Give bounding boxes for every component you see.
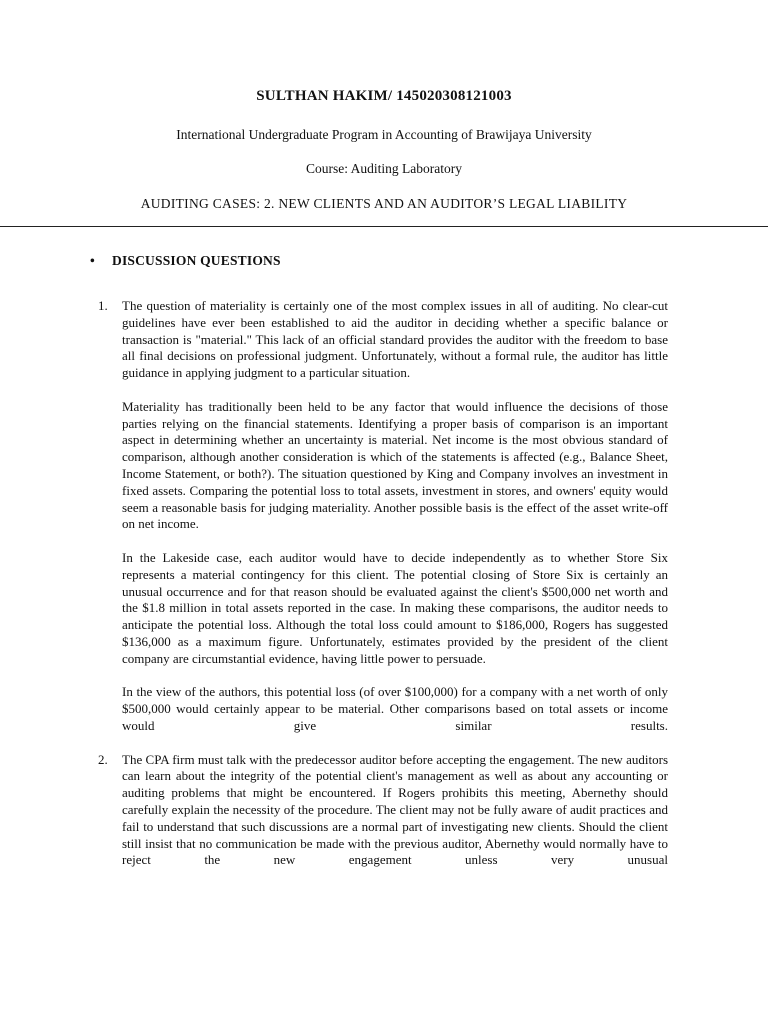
section-heading — [90, 253, 281, 269]
question-number: 2. — [98, 751, 108, 767]
course-name: Course: Auditing Laboratory — [306, 161, 462, 176]
author-title: SULTHAN HAKIM/ 145020308121003 — [256, 88, 512, 104]
question-paragraph: In the Lakeside case, each auditor would have to decide independently as to whether Store Six represents a material contingency for this client. The potential closing of Store Six is certainly an unusual occurrence and for that reason should be evaluated against the client's $500,000 net worth and the $1.8 million in total assets reported in the case. In making these comparisons, the auditor needs to anticipate the potential loss. Although the total loss could amount to $186,000, Rogers has suggested $136,000 as a maximum figure. Unfortunately, estimates provided by the president of the client company are circumstantial evidence, having little power to persuade. — [122, 549, 668, 666]
question-item — [98, 752, 668, 870]
question-paragraph: Materiality has traditionally been held to be any factor that would influence the decisions of those parties relying on the financial statements. Identifying a proper basis of comparison is an important aspect in determining whether an uncertainty is material. Net income is the most obvious standard of comparison, although another consideration is which of the statements is affected (e.g., Balance Sheet, Income Statement, or both?). The situation questioned by King and Company involves an investment in fixed assets. Comparing the potential loss to total assets, investment in stores, and owners' equity would seem a reasonable basis for judging materiality. Another possible basis is the effect of the asset write-off on net income. — [122, 398, 668, 532]
question-item — [98, 298, 668, 735]
question-paragraph: In the view of the authors, this potential loss (of over $100,000) for a company with a net worth of only $500,000 would certainly appear to be material. Other comparisons based on total assets or income would give similar results. — [122, 684, 668, 733]
question-paragraph: The CPA firm must talk with the predecessor auditor before accepting the engagement. The new auditors can learn about the integrity of the potential client's management as well as about any accounting or auditing problems that might be encountered. If Rogers prohibits this meeting, Abernethy should carefully explain the necessity of the procedure. The client may not be fully aware of audit practices and fail to understand that such discussions are a normal part of investigating new clients. Should the client still insist that no communication be made with the previous auditor, Abernethy would normally have to reject the new engagement unless very unusual — [122, 751, 668, 868]
section-title: DISCUSSION QUESTIONS — [112, 253, 281, 268]
case-title: AUDITING CASES: 2. NEW CLIENTS AND AN AUDITOR’S LEGAL LIABILITY — [140, 196, 628, 211]
bullet-icon: • — [90, 253, 95, 268]
program-name: International Undergraduate Program in Accounting of Brawijaya University — [176, 127, 592, 142]
question-list — [98, 298, 668, 886]
question-paragraph: The question of materiality is certainly one of the most complex issues in all of auditing. No clear-cut guidelines have ever been established to aid the auditor in deciding whether a specific balance or transaction is "material." This lack of an official standard provides the auditor with the freedom to base all final decisions on professional judgment. Unfortunately, without a formal rule, the auditor has little guidance in applying judgment to a particular situation. — [122, 298, 668, 381]
header-divider — [0, 226, 768, 227]
question-number: 1. — [98, 298, 108, 313]
